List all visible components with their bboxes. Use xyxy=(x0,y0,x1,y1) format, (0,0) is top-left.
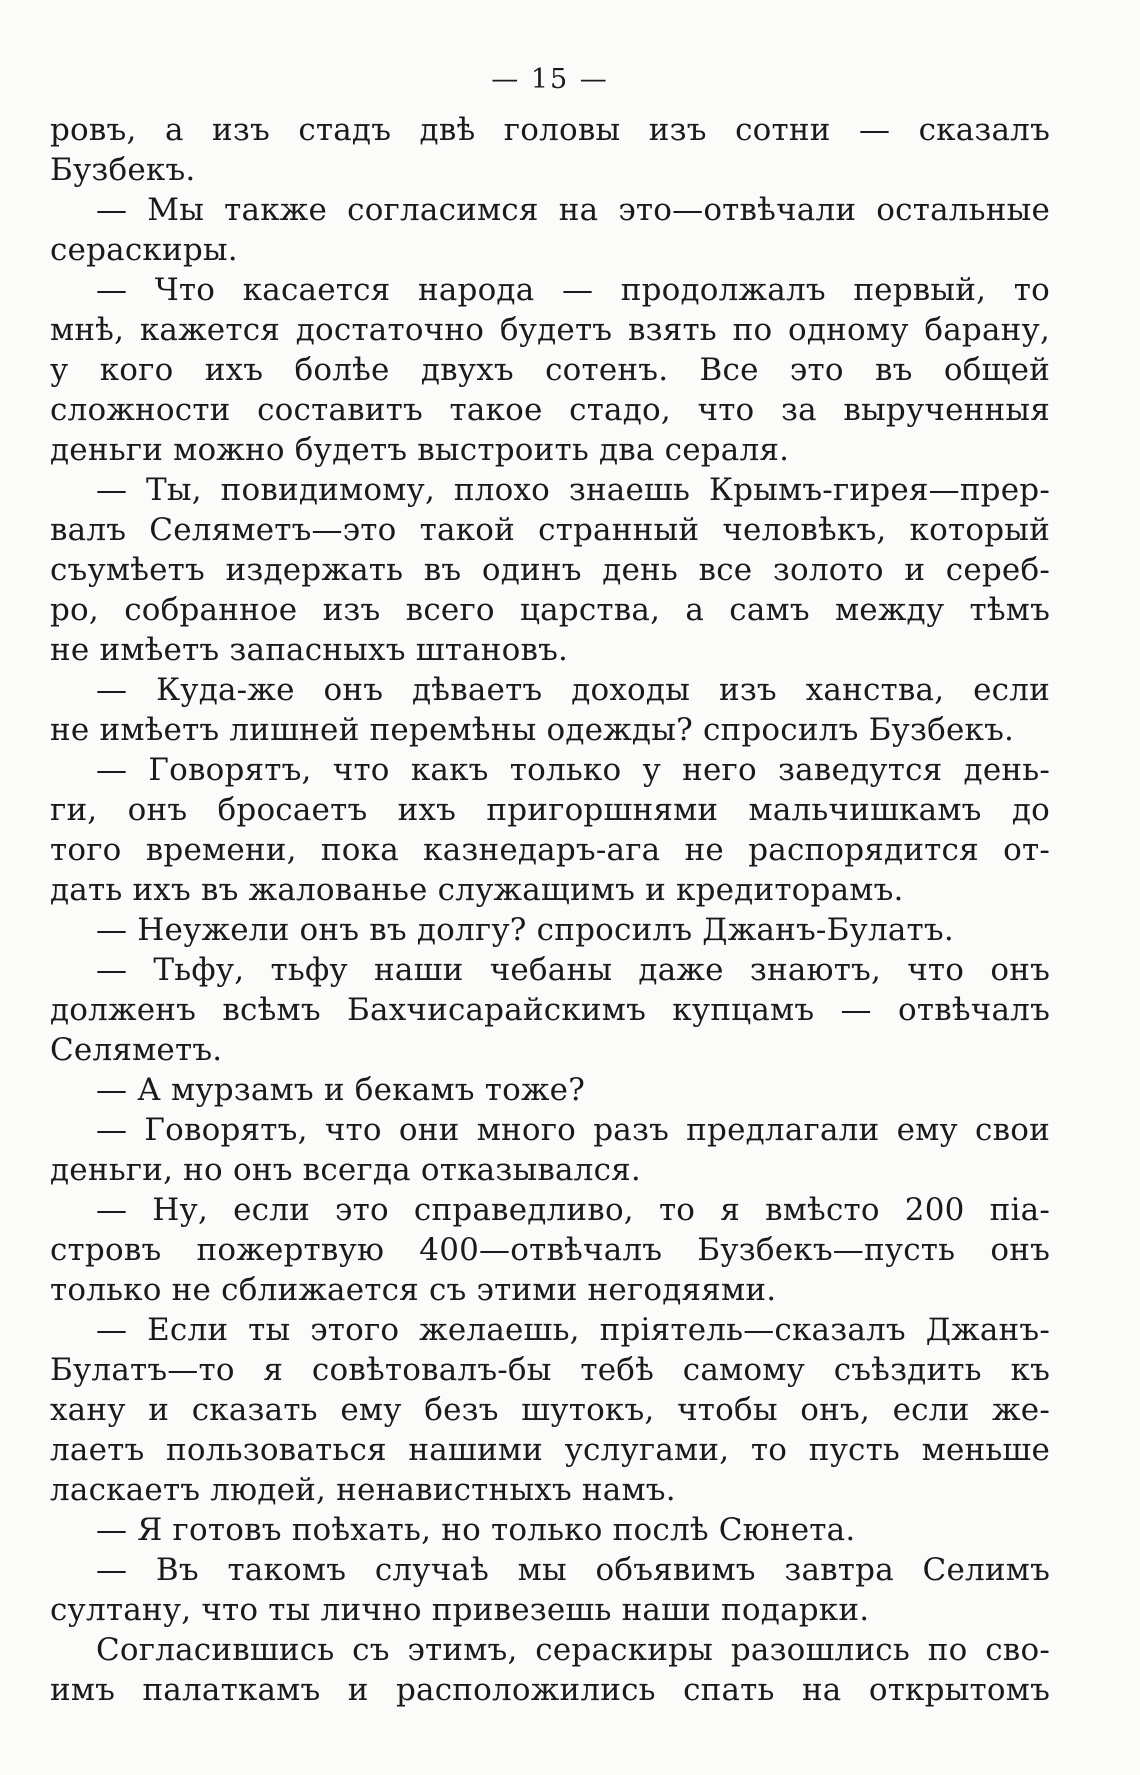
text-line: Булатъ—то я совѣтовалъ-бы тебѣ самому съѣздить къ xyxy=(50,1352,1050,1388)
text-line: — Въ такомъ случаѣ мы объявимъ завтра Селимъ xyxy=(96,1552,1050,1588)
text-line: съумѣетъ издержать въ одинъ день все золото и сереб- xyxy=(50,552,1050,588)
text-line: — Ну, если это справедливо, то я вмѣсто 200 піа- xyxy=(96,1192,1050,1228)
text-line: дать ихъ въ жалованье служащимъ и кредиторамъ. xyxy=(50,872,904,908)
text-line: деньги, но онъ всегда отказывался. xyxy=(50,1152,641,1188)
text-line: — Ты, повидимому, плохо знаешь Крымъ-гирея—прер- xyxy=(96,472,1050,508)
page-text xyxy=(50,110,1050,1710)
text-line: валъ Селяметъ—это такой странный человѣкъ, который xyxy=(50,512,1050,548)
text-line: у кого ихъ болѣе двухъ сотенъ. Все это въ общей xyxy=(50,352,1050,388)
text-line: того времени, пока казнедаръ-ага не распорядится от- xyxy=(50,832,1050,868)
text-line: — Куда-же онъ дѣваетъ доходы изъ ханства, если xyxy=(96,672,1050,708)
text-line: долженъ всѣмъ Бахчисарайскимъ купцамъ — отвѣчалъ xyxy=(50,992,1050,1028)
text-line: — Тьфу, тьфу наши чебаны даже знаютъ, что онъ xyxy=(96,952,1050,988)
text-line: стровъ пожертвую 400—отвѣчалъ Бузбекъ—пусть онъ xyxy=(50,1232,1050,1268)
text-line: только не сближается съ этими негодяями. xyxy=(50,1272,777,1308)
text-line: ги, онъ бросаетъ ихъ пригоршнями мальчишкамъ до xyxy=(50,792,1050,828)
text-line: сложности составитъ такое стадо, что за вырученныя xyxy=(50,392,1050,428)
text-line: — Неужели онъ въ долгу? спросилъ Джанъ-Булатъ. xyxy=(96,912,954,948)
text-line: имъ палаткамъ и расположились спать на открытомъ xyxy=(50,1672,1050,1708)
text-line: ровъ, а изъ стадъ двѣ головы изъ сотни — сказалъ xyxy=(50,112,1050,148)
text-line: — Говорятъ, что какъ только у него заведутся день- xyxy=(96,752,1050,788)
text-line: ласкаетъ людей, ненавистныхъ намъ. xyxy=(50,1472,676,1508)
text-line: Согласившись съ этимъ, сераскиры разошлись по сво- xyxy=(96,1632,1050,1668)
text-line: мнѣ, кажется достаточно будетъ взять по одному барану, xyxy=(50,312,1050,348)
text-line: Бузбекъ. xyxy=(50,152,196,188)
text-line: султану, что ты лично привезешь наши подарки. xyxy=(50,1592,870,1628)
text-line: — Говорятъ, что они много разъ предлагали ему свои xyxy=(96,1112,1050,1148)
text-line: — Что касается народа — продолжалъ первый, то xyxy=(96,272,1050,308)
text-line: не имѣетъ лишней перемѣны одежды? спросилъ Бузбекъ. xyxy=(50,712,1015,748)
text-line: деньги можно будетъ выстроить два сераля. xyxy=(50,432,790,468)
text-line: — А мурзамъ и бекамъ тоже? xyxy=(96,1072,586,1108)
text-line: ро, собранное изъ всего царства, а самъ между тѣмъ xyxy=(50,592,1050,628)
text-line: сераскиры. xyxy=(50,232,238,268)
text-line: лаетъ пользоваться нашими услугами, то пусть меньше xyxy=(50,1432,1050,1468)
page-number: — 15 — xyxy=(491,64,609,95)
book-page xyxy=(50,60,1050,1750)
text-line: Селяметъ. xyxy=(50,1032,223,1068)
text-line: хану и сказать ему безъ шутокъ, чтобы онъ, если же- xyxy=(50,1392,1050,1428)
text-line: — Если ты этого желаешь, пріятель—сказалъ Джанъ- xyxy=(96,1312,1050,1348)
text-line: — Мы также согласимся на это—отвѣчали остальные xyxy=(96,192,1050,228)
text-line: — Я готовъ поѣхать, но только послѣ Сюнета. xyxy=(96,1512,856,1548)
text-line: не имѣетъ запасныхъ штановъ. xyxy=(50,632,569,668)
